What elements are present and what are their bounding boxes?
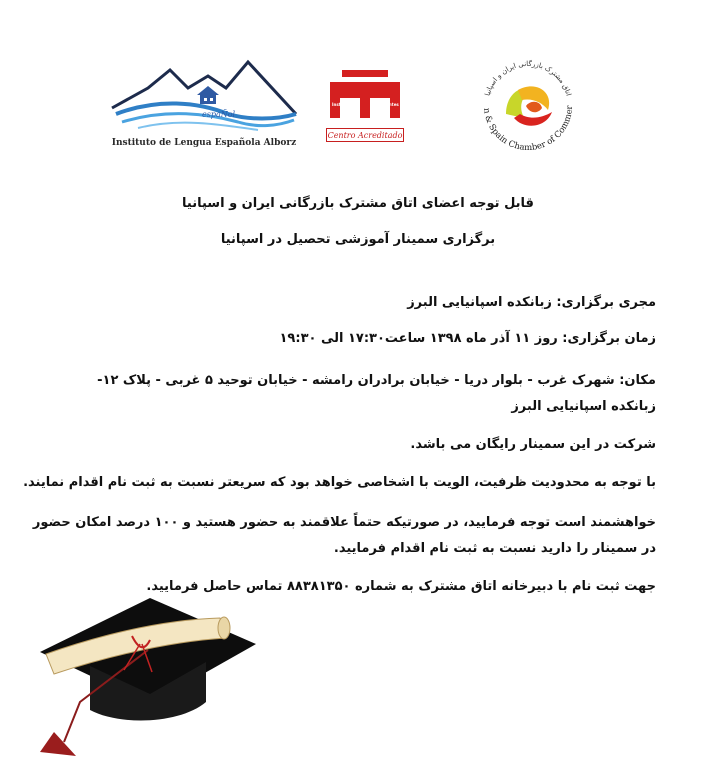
chamber-emblem-logo [466,44,590,168]
cervantes-left-label: Instituto [332,102,352,107]
graduation-decoration [20,592,260,758]
cervantes-logo [322,68,408,126]
registration-line: جهت ثبت نام با دبیرخانه اتاق مشترک به شماره ۸۸۳۸۱۳۵۰ تماس حاصل فرمایید. [146,579,656,594]
capacity-line: با توجه به محدودیت ظرفیت، الویت با اشخاصی خواهد بود که سریعتر نسبت به ثبت نام اقدام نمایند. [23,475,656,490]
chamber-arc-en: n & Spain Chamber of Commer [480,105,576,154]
mountains-house-logo [108,58,300,138]
alborz-wordmark: espaÑol [202,110,236,119]
organizer-line: مجری برگزاری: زبانکده اسپانیایی البرز [407,295,656,310]
graduation-cap-diploma-icon [20,592,260,758]
location-line-2: زبانکده اسپانیایی البرز [511,399,656,414]
request-line-1: خواهشمند است توجه فرمایید، در صورتیکه حتماً علاقمند به حضور هستید و ۱۰۰ درصد امکان حضور [32,515,656,530]
logo-bar [0,40,716,170]
datetime-line: زمان برگزاری: روز ۱۱ آذر ماه ۱۳۹۸ ساعت۱۷:۳۰ الی ۱۹:۳۰ [279,331,656,346]
announcement-heading: قابل توجه اعضای اتاق مشترک بازرگانی ایران و اسپانیا [182,196,534,211]
alborz-institute-logo [108,58,300,154]
request-line-2: در سمینار را دارید نسبت به ثبت نام اقدام فرمایید. [333,541,656,556]
seminar-title: برگزاری سمینار آموزشی تحصیل در اسپانیا [220,232,496,247]
cervantes-right-label: Cervantes [376,102,399,107]
free-entry-line: شرکت در این سمینار رایگان می باشد. [410,437,656,452]
location-line-1: مکان: شهرک غرب - بلوار دریا - خیابان برادران رامشه - خیابان توحید ۵ غربی - پلاک ۱۲- [97,373,656,388]
chamber-arc-fa: اتاق مشترک بازرگانی ایران و اسپانیا [483,59,573,97]
alborz-caption: Instituto de Lengua Española Alborz [111,138,297,148]
cervantes-logo-block [322,68,408,146]
centro-acreditado-label: Centro Acreditado [326,128,404,142]
chamber-logo-block [466,44,590,168]
